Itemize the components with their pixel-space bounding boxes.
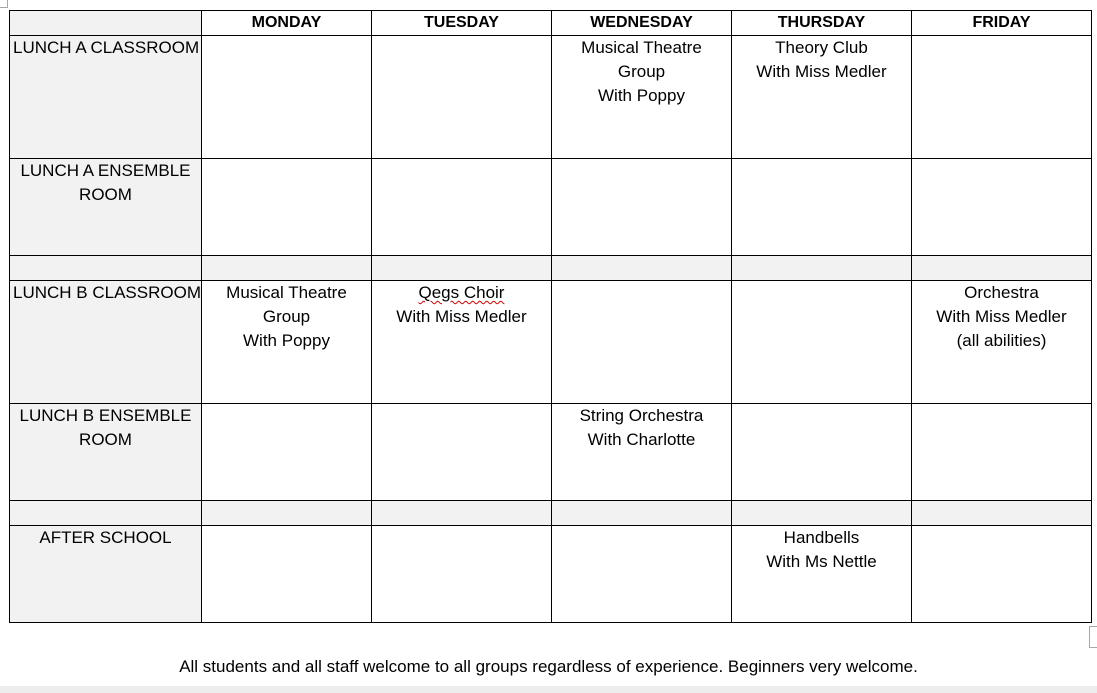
spacer-row <box>10 501 1092 526</box>
table-resize-handle[interactable] <box>1089 626 1097 648</box>
header-wednesday: WEDNESDAY <box>551 11 731 36</box>
spacer-cell <box>371 256 551 281</box>
spacer-cell <box>10 256 202 281</box>
spacer-cell <box>731 501 911 526</box>
cell-lunch-a-ensemble-monday <box>201 159 371 256</box>
document-corner-mark <box>0 0 8 8</box>
spacer-cell <box>911 501 1091 526</box>
row-label-lunch-a-ensemble: LUNCH A ENSEMBLE ROOM <box>10 159 202 256</box>
spacer-row <box>10 256 1092 281</box>
row-lunch-a-ensemble <box>10 159 1092 256</box>
footer-note: All students and all staff welcome to all groups regardless of experience. Beginners very welcome. <box>179 657 918 676</box>
row-label-lunch-a-classroom: LUNCH A CLASSROOM <box>10 36 202 159</box>
cell-lunch-a-ensemble-tuesday <box>371 159 551 256</box>
header-thursday: THURSDAY <box>731 11 911 36</box>
row-lunch-a-classroom <box>10 36 1092 159</box>
cell-lunch-a-classroom-monday <box>201 36 371 159</box>
spacer-cell <box>551 256 731 281</box>
cell-lunch-b-ensemble-wednesday: String Orchestra With Charlotte <box>551 404 731 501</box>
cell-after-school-wednesday <box>551 526 731 623</box>
spacer-cell <box>201 256 371 281</box>
row-lunch-b-ensemble <box>10 404 1092 501</box>
spacer-cell <box>731 256 911 281</box>
cell-lunch-a-classroom-thursday: Theory Club With Miss Medler <box>731 36 911 159</box>
header-corner-cell <box>10 11 202 36</box>
cell-lunch-a-ensemble-friday <box>911 159 1091 256</box>
weekly-schedule-table <box>9 10 1092 623</box>
header-tuesday: TUESDAY <box>371 11 551 36</box>
row-lunch-b-classroom <box>10 281 1092 404</box>
spacer-cell <box>371 501 551 526</box>
cell-after-school-friday <box>911 526 1091 623</box>
cell-lunch-a-classroom-wednesday: Musical Theatre Group With Poppy <box>551 36 731 159</box>
cell-lunch-b-classroom-friday: Orchestra With Miss Medler (all abilities) <box>911 281 1091 404</box>
cell-after-school-tuesday <box>371 526 551 623</box>
cell-lunch-b-ensemble-tuesday <box>371 404 551 501</box>
header-friday: FRIDAY <box>911 11 1091 36</box>
cell-lunch-b-classroom-wednesday <box>551 281 731 404</box>
spacer-cell <box>201 501 371 526</box>
page-bottom-edge <box>0 686 1097 693</box>
cell-lunch-b-classroom-monday: Musical Theatre Group With Poppy <box>201 281 371 404</box>
row-label-lunch-b-classroom: LUNCH B CLASSROOM <box>10 281 202 404</box>
row-after-school <box>10 526 1092 623</box>
row-label-after-school: AFTER SCHOOL <box>10 526 202 623</box>
cell-lunch-b-ensemble-monday <box>201 404 371 501</box>
header-monday: MONDAY <box>201 11 371 36</box>
cell-lunch-a-classroom-tuesday <box>371 36 551 159</box>
cell-after-school-monday <box>201 526 371 623</box>
cell-lunch-a-ensemble-thursday <box>731 159 911 256</box>
cell-after-school-thursday: Handbells With Ms Nettle <box>731 526 911 623</box>
cell-lunch-b-ensemble-thursday <box>731 404 911 501</box>
cell-lunch-a-classroom-friday <box>911 36 1091 159</box>
cell-lunch-b-classroom-thursday <box>731 281 911 404</box>
cell-lunch-a-ensemble-wednesday <box>551 159 731 256</box>
row-label-lunch-b-ensemble: LUNCH B ENSEMBLE ROOM <box>10 404 202 501</box>
spacer-cell <box>10 501 202 526</box>
spellcheck-flagged-word: Qegs Choir <box>418 283 505 302</box>
cell-lunch-b-classroom-tuesday: Qegs Choir With Miss Medler <box>371 281 551 404</box>
cell-lunch-b-ensemble-friday <box>911 404 1091 501</box>
spacer-cell <box>911 256 1091 281</box>
spacer-cell <box>551 501 731 526</box>
header-row <box>10 11 1092 36</box>
